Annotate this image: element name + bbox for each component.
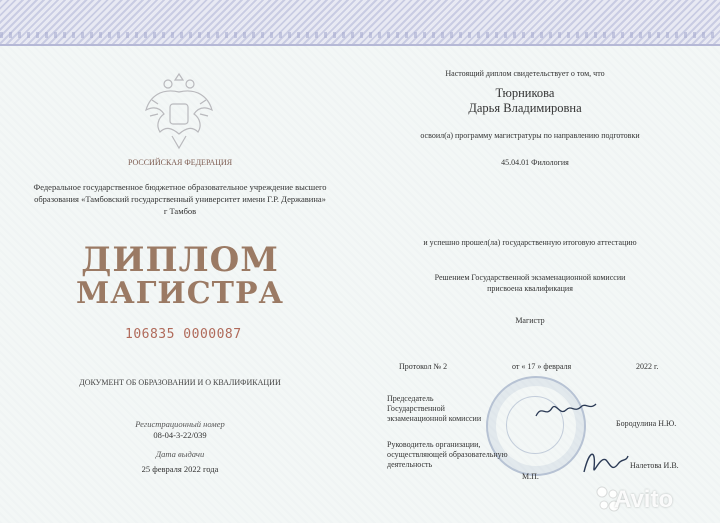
head-signature-icon xyxy=(580,442,630,482)
serial-number: 106835 0000087 xyxy=(125,327,242,342)
seal-mark: М.П. xyxy=(522,472,539,481)
decision-line-2: присвоена квалификация xyxy=(487,284,573,293)
certifies-text: Настоящий диплом свидетельствует о том, что xyxy=(445,69,605,78)
head-label-1: Руководитель организации, xyxy=(387,440,481,449)
protocol-year: 2022 г. xyxy=(636,362,659,371)
protocol-number: Протокол № 2 xyxy=(399,362,448,371)
head-name: Налетова И.В. xyxy=(630,461,679,470)
qualification: Магистр xyxy=(515,316,545,325)
chair-label-1: Председатель xyxy=(387,394,434,403)
graduate-name: Дарья Владимировна xyxy=(468,101,582,115)
country-name: РОССИЙСКАЯ ФЕДЕРАЦИЯ xyxy=(127,158,233,167)
decision-line-1: Решением Государственной экзаменационной комиссии xyxy=(434,273,626,282)
chair-name: Бородулина Н.Ю. xyxy=(616,419,677,428)
institution-line-1: Федеральное государственное бюджетное образовательное учреждение высшего xyxy=(33,182,327,192)
institution-line-2: образования «Тамбовский государственный университет имени Г.Р. Державина» xyxy=(34,194,326,204)
chair-label-3: экзаменационной комиссии xyxy=(387,414,482,423)
chair-signature-icon xyxy=(534,398,598,422)
diploma-title-line-2: МАГИСТРА xyxy=(76,276,284,311)
head-label-2: осуществляющей образовательную xyxy=(387,450,508,459)
protocol-date: от « 17 » февраля xyxy=(512,362,572,371)
issue-date-label: Дата выдачи xyxy=(155,449,205,459)
program-name: 45.04.01 Филология xyxy=(501,158,569,167)
coat-of-arms-icon xyxy=(142,70,216,152)
document-type: ДОКУМЕНТ ОБ ОБРАЗОВАНИИ И О КВАЛИФИКАЦИИ xyxy=(79,378,281,387)
graduate-surname: Тюрникова xyxy=(495,86,555,100)
passed-text: и успешно прошел(ла) государственную итоговую аттестацию xyxy=(423,238,637,247)
issue-date: 25 февраля 2022 года xyxy=(141,464,219,474)
registration-number: 08-04-3-22/039 xyxy=(153,430,207,440)
chair-label-2: Государственной xyxy=(387,404,445,413)
decorative-top-band xyxy=(0,0,720,46)
registration-label: Регистрационный номер xyxy=(135,419,225,429)
official-seal xyxy=(486,376,586,476)
head-label-3: деятельность xyxy=(387,460,433,469)
diploma-title-line-1: ДИПЛОМ xyxy=(81,240,279,280)
institution-city: г Тамбов xyxy=(163,206,197,216)
avito-watermark: Avito xyxy=(614,486,674,513)
mastered-text: освоил(а) программу магистратуры по направлению подготовки xyxy=(420,131,640,140)
